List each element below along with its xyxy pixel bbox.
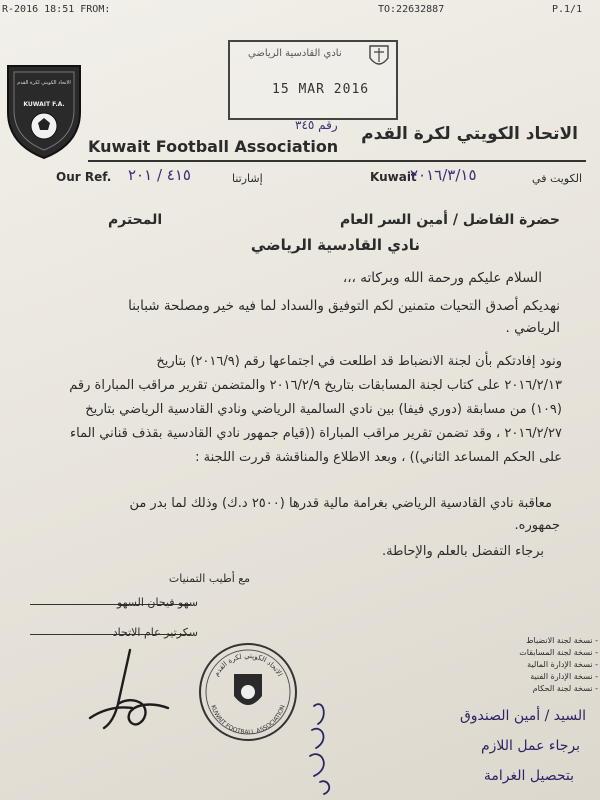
cc-item: - نسخة الإدارة الفنية — [530, 672, 598, 681]
org-name-english: Kuwait Football Association — [88, 137, 339, 156]
decision-line-1: معاقبة نادي القادسية الرياضي بغرامة مالية قدرها (٢٥٠٠ د.ك) وذلك لما بدر من — [129, 496, 552, 511]
kfa-logo-icon — [4, 60, 84, 160]
cc-item: - نسخة الإدارة المالية — [527, 660, 598, 669]
addressee: حضرة الفاضل / أمين السر العام — [339, 212, 560, 228]
note-line-2: برجاء عمل اللازم — [480, 738, 580, 754]
date-label: Kuwait — [370, 170, 417, 184]
paragraph-1-line-2: الرياضي . — [505, 320, 560, 336]
note-line-3: بتحصيل الغرامة — [483, 768, 574, 784]
receipt-stamp — [228, 40, 398, 120]
greeting: السلام عليكم ورحمة الله وبركاته ،،، — [342, 270, 542, 286]
receipt-number: رقم ٣٤٥ — [295, 118, 338, 132]
signatory-name: سهو فيحان السهو — [116, 596, 198, 609]
official-seal — [196, 640, 300, 744]
seal-ar-text: الاتحاد الكويتي لكرة القدم — [212, 651, 284, 678]
fax-header-left: R-2016 18:51 FROM: — [2, 4, 111, 15]
logo-ar-text: الاتحاد الكويتي لكرة القدم — [17, 80, 71, 86]
note-line-1: السيد / أمين الصندوق — [459, 708, 586, 724]
org-name-arabic: الاتحاد الكويتي لكرة القدم — [361, 124, 578, 144]
paragraph-1-line-1: نهديكم أصدق التحيات متمنين لكم التوفيق والسداد لما فيه خير ومصلحة شبابنا — [128, 298, 560, 314]
paragraph-2-line-4: ٢٠١٦/٢/٢٧ ، وقد تضمن تقرير مراقب المباراة ((قيام جمهور نادي القادسية بقذف قناني الماء — [70, 426, 562, 441]
fax-header-to: TO:22632887 — [378, 4, 445, 15]
paragraph-2-line-5: على الحكم المساعد الثاني)) ، وبعد الاطلاع والمناقشة قررت اللجنة : — [195, 450, 562, 465]
seal-en-text: KUWAIT FOOTBALL ASSOCIATION — [209, 704, 287, 737]
letterhead-divider — [88, 160, 586, 162]
paragraph-2-line-1: ونود إفادتكم بأن لجنة الانضباط قد اطلعت في اجتماعها رقم (٢٠١٦/٩) بتاريخ — [156, 354, 562, 369]
decision-line-2: جمهوره. — [514, 518, 560, 533]
handwritten-signature — [82, 646, 172, 732]
date-label-arabic: الكويت في — [532, 172, 582, 185]
ref-number: ٤١٥ / ٢٠١ — [128, 166, 191, 184]
respect-title: المحترم — [108, 212, 163, 228]
closing-request: برجاء التفضل بالعلم والإحاطة. — [381, 544, 544, 559]
cc-item: - نسخة لجنة الحكام — [532, 684, 598, 693]
ref-label-arabic: إشارتنا — [232, 172, 263, 185]
ref-label: Our Ref. — [56, 170, 112, 184]
handwritten-note — [294, 690, 600, 800]
svg-text:الاتحاد الكويتي لكرة القدم — [212, 652, 283, 678]
paragraph-2-line-2: ٢٠١٦/٢/١٣ على كتاب لجنة المسابقات بتاريخ ٢٠١٦/٢/٩ والمتضمن تقرير مراقب المباراة رقم — [69, 378, 562, 393]
receipt-stamp-header: نادي القادسية الرياضي — [248, 48, 342, 59]
paragraph-2-line-3: (١٠٩) من مسابقة (دوري فيفا) بين نادي السالمية الرياضي ونادي القادسية الرياضي بتاريخ — [85, 402, 562, 417]
cc-item: - نسخة لجنة المسابقات — [519, 648, 598, 657]
letter-date: ٢٠١٦/٣/١٥ — [410, 166, 477, 184]
cc-item: - نسخة لجنة الانضباط — [526, 636, 598, 645]
recipient-club: نادي القادسية الرياضي — [250, 236, 420, 254]
best-wishes: مع أطيب التمنيات — [168, 572, 250, 585]
receipt-stamp-date: 15 MAR 2016 — [272, 82, 370, 97]
club-crest-icon — [368, 44, 390, 72]
signatory-title: سكرتير عام الاتحاد — [112, 626, 198, 639]
fax-header-page: P.1/1 — [552, 4, 583, 15]
logo-en-text: KUWAIT F.A. — [23, 101, 65, 108]
